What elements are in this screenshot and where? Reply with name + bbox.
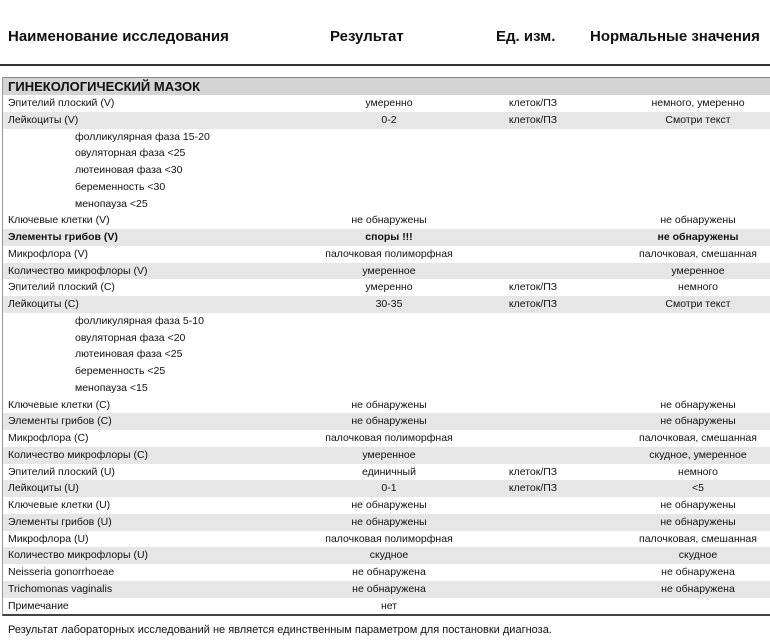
table-row — [3, 397, 770, 414]
cell-norm: палочковая, смешанная — [639, 247, 757, 260]
cell-result: не обнаружены — [351, 398, 427, 411]
table-row — [3, 480, 770, 497]
subrow-text: фолликулярная фаза 5-10 — [75, 314, 204, 327]
table-row — [3, 413, 770, 430]
table-header — [0, 28, 770, 50]
cell-name: Ключевые клетки (V) — [8, 214, 110, 227]
cell-result: не обнаружена — [352, 582, 426, 595]
header-unit: Ед. изм. — [496, 28, 556, 45]
subrow-text: беременность <30 — [75, 180, 166, 193]
cell-result: 0-2 — [381, 113, 397, 126]
table-row — [3, 547, 770, 564]
subrow-text: лютеиновая фаза <30 — [75, 164, 183, 176]
table-row — [3, 514, 770, 531]
subrow-text: овуляторная фаза <25 — [75, 147, 186, 160]
table-row — [3, 212, 770, 229]
table-row — [3, 447, 770, 464]
cell-result: палочковая полиморфная — [325, 432, 453, 444]
table-row — [3, 279, 770, 296]
cell-name: Количество микрофлоры (U) — [8, 549, 149, 562]
cell-name: Лейкоциты (V) — [8, 113, 79, 126]
cell-norm: палочковая, смешанная — [639, 432, 757, 444]
table-subrow — [3, 196, 770, 213]
cell-result: палочковая полиморфная — [325, 247, 453, 260]
cell-result: 0-1 — [381, 482, 397, 495]
table-row — [3, 296, 770, 313]
table-subrow — [3, 162, 770, 179]
cell-name: Количество микрофлоры (C) — [8, 448, 149, 461]
header-result: Результат — [330, 28, 404, 45]
subrow-text: менопауза <25 — [75, 197, 148, 210]
cell-result: умеренно — [365, 97, 413, 109]
cell-name: Микрофлора (V) — [8, 247, 88, 260]
cell-norm: не обнаружены — [660, 398, 736, 411]
cell-norm: скудное, умеренное — [649, 448, 747, 461]
cell-name: Примечание — [8, 599, 69, 612]
cell-norm: палочковая, смешанная — [639, 532, 757, 545]
cell-name: Микрофлора (U) — [8, 532, 89, 545]
cell-unit: клеток/ПЗ — [508, 298, 558, 310]
cell-name: Лейкоциты (U) — [8, 482, 79, 495]
cell-norm: не обнаружены — [660, 415, 736, 428]
cell-name: Эпителий плоский (C) — [8, 281, 115, 294]
cell-norm: Смотри текст — [665, 113, 731, 126]
table-subrow — [3, 313, 770, 330]
table-row — [3, 430, 770, 447]
disclaimer: Результат лабораторных исследований не является единственным параметром для постановки диагноза. — [8, 624, 552, 636]
table-row — [3, 229, 770, 246]
table-row — [3, 564, 770, 581]
cell-name: Элементы грибов (V) — [8, 231, 118, 243]
cell-unit: клеток/ПЗ — [508, 113, 558, 126]
cell-result: умеренное — [362, 448, 416, 461]
cell-norm: скудное — [678, 549, 718, 562]
table-subrow — [3, 145, 770, 162]
cell-result: нет — [380, 599, 398, 612]
cell-name: Элементы грибов (U) — [8, 515, 112, 528]
cell-norm: не обнаружены — [660, 214, 736, 227]
cell-norm: не обнаружена — [661, 566, 735, 578]
cell-norm: немного — [678, 281, 718, 294]
cell-norm: не обнаружена — [661, 582, 735, 595]
results-table — [2, 77, 770, 616]
subrow-text: менопауза <15 — [75, 381, 148, 394]
table-subrow — [3, 330, 770, 347]
cell-norm: не обнаружены — [660, 499, 736, 511]
cell-name: Лейкоциты (C) — [8, 298, 79, 310]
cell-result: скудное — [369, 549, 409, 562]
table-row — [3, 581, 770, 598]
subrow-text: овуляторная фаза <20 — [75, 331, 186, 344]
cell-unit: клеток/ПЗ — [508, 281, 558, 294]
section-title: ГИНЕКОЛОГИЧЕСКИЙ МАЗОК — [3, 77, 770, 95]
cell-unit: клеток/ПЗ — [508, 97, 558, 109]
table-subrow — [3, 179, 770, 196]
cell-name: Ключевые клетки (C) — [8, 398, 111, 411]
cell-name: Эпителий плоский (V) — [8, 97, 115, 109]
table-row — [3, 263, 770, 280]
cell-name: Микрофлора (C) — [8, 432, 89, 444]
table-row — [3, 497, 770, 514]
cell-name: Ключевые клетки (U) — [8, 499, 111, 511]
table-subrow — [3, 346, 770, 363]
cell-result: 30-35 — [375, 298, 403, 310]
header-norm: Нормальные значения — [590, 28, 760, 45]
header-divider — [0, 64, 770, 66]
table-row — [3, 598, 770, 615]
table-subrow — [3, 380, 770, 397]
cell-name: Neisseria gonorrhoeae — [8, 566, 115, 578]
table-subrow — [3, 129, 770, 146]
cell-result: не обнаружены — [351, 499, 427, 511]
cell-result: умеренно — [365, 281, 413, 294]
cell-norm: <5 — [692, 482, 704, 495]
cell-norm: умеренное — [671, 264, 725, 277]
cell-result: споры !!! — [365, 231, 413, 243]
table-body — [3, 95, 770, 614]
cell-unit: клеток/ПЗ — [508, 482, 558, 495]
cell-norm: немного — [678, 465, 718, 478]
cell-name: Элементы грибов (C) — [8, 415, 112, 428]
cell-norm: не обнаружены — [657, 231, 739, 243]
cell-result: не обнаружены — [351, 214, 427, 227]
cell-name: Количество микрофлоры (V) — [8, 264, 148, 277]
table-row — [3, 112, 770, 129]
cell-result: единичный — [362, 465, 416, 478]
cell-norm: немного, умеренно — [651, 97, 745, 109]
cell-unit: клеток/ПЗ — [508, 465, 558, 478]
cell-result: не обнаружены — [351, 415, 427, 428]
table-row — [3, 246, 770, 263]
cell-norm: Смотри текст — [665, 298, 731, 310]
cell-name: Эпителий плоский (U) — [8, 465, 115, 478]
subrow-text: беременность <25 — [75, 365, 166, 377]
header-name: Наименование исследования — [8, 28, 229, 45]
subrow-text: фолликулярная фаза 15-20 — [75, 130, 210, 143]
cell-norm: не обнаружены — [660, 515, 736, 528]
table-row — [3, 464, 770, 481]
table-row — [3, 531, 770, 548]
cell-result: умеренное — [362, 264, 416, 277]
subrow-text: лютеиновая фаза <25 — [75, 348, 183, 361]
cell-result: не обнаружены — [351, 515, 427, 528]
cell-result: не обнаружена — [352, 566, 426, 578]
table-row — [3, 95, 770, 112]
cell-name: Trichomonas vaginalis — [8, 582, 113, 595]
table-subrow — [3, 363, 770, 380]
cell-result: палочковая полиморфная — [325, 532, 453, 545]
